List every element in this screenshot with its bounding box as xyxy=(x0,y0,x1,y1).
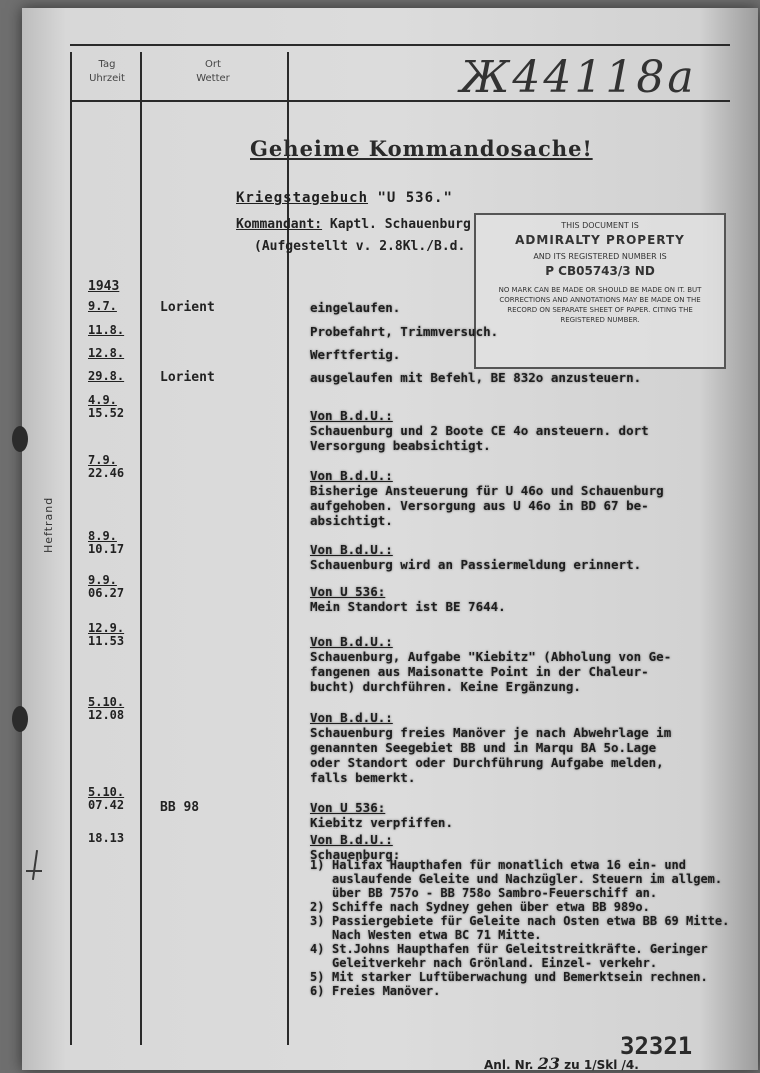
entry-text: Werftfertig. xyxy=(310,347,401,362)
entry-heading: Von B.d.U.: xyxy=(310,832,393,847)
entry-text: Von B.d.U.: Schauenburg, Aufgabe "Kiebitz" (Abholung von Ge- fangenen aus Maisonatte Point in der Chaleur- bucht) durchführen. Keine Ergänzung. xyxy=(310,634,672,694)
page-number: 32321 xyxy=(620,1032,693,1060)
list-item: 4) St.Johns Haupthafen für Geleitstreitkräfte. Geringer Geleitverkehr nach Grönland. Einzel- verkehr. xyxy=(310,942,708,970)
year-label: 1943 xyxy=(88,279,120,294)
list-item: 1) Halifax Haupthafen für monatlich etwa 16 ein- und auslaufende Geleite und Nachzügler. Steuern im allgem. über BB 757o - BB 758o Sambro-Feuerschiff an. xyxy=(310,858,723,900)
commander-line xyxy=(236,217,471,232)
entry-date: 12.8. xyxy=(88,346,125,360)
entry-heading: Von B.d.U.: xyxy=(310,408,393,423)
admiralty-stamp xyxy=(474,213,726,369)
secret-heading: Geheime Kommandosache! xyxy=(250,136,593,161)
entry-date: 11.8. xyxy=(88,323,125,337)
column-header-place: Ort Wetter xyxy=(196,59,230,84)
numbered-instructions xyxy=(310,858,756,998)
entry-heading: Von B.d.U.: xyxy=(310,710,393,725)
entry-text: Von U 536: Mein Standort ist BE 7644. xyxy=(310,584,506,614)
header-top-rule xyxy=(70,44,730,46)
entry-text: Probefahrt, Trimmversuch. xyxy=(310,324,499,339)
stamp-line-5: NO MARK CAN BE MADE OR SHOULD BE MADE ON IT. BUT CORRECTIONS AND ANNOTATIONS MAY BE MADE ON THE RECORD ON SEPARATE SHEET OF PAPER. CITING THE REGISTERED NUMBER. xyxy=(498,286,702,324)
entry-place: BB 98 xyxy=(160,800,200,815)
title-boat: "U 536." xyxy=(377,190,453,206)
entry-date: 7.9. 22.46 xyxy=(88,453,125,480)
entry-text: ausgelaufen mit Befehl, BE 832o anzusteuern. xyxy=(310,370,642,385)
entry-date: 5.10. 12.08 xyxy=(88,695,125,722)
commander-label: Kommandant: xyxy=(236,217,323,232)
entry-text: Von B.d.U.: Schauenburg: xyxy=(310,832,401,862)
binder-hole-bottom xyxy=(12,706,28,732)
stamp-line-4: P CB05743/3 ND xyxy=(545,264,655,278)
entry-text: eingelaufen. xyxy=(310,300,401,315)
document-sheet xyxy=(22,8,758,1073)
document-title xyxy=(236,190,453,206)
entry-heading: Von U 536: xyxy=(310,584,386,599)
entry-heading: Von B.d.U.: xyxy=(310,468,393,483)
binding-margin-label: Heftrand xyxy=(42,496,55,553)
stamp-line-2: ADMIRALTY PROPERTY xyxy=(515,233,685,247)
list-item: 2) Schiffe nach Sydney gehen über etwa BB 989o. xyxy=(310,900,650,914)
entry-text: Von B.d.U.: Schauenburg freies Manöver je nach Abwehrlage im genannten Seegebiet BB und in Marqu BA 5o.Lage oder Standort oder Durchführung Aufgabe melden, falls bemerkt. xyxy=(310,710,672,785)
left-rule xyxy=(70,52,72,1045)
list-item: 6) Freies Manöver. xyxy=(310,984,441,998)
entry-date: 12.9. 11.53 xyxy=(88,621,125,648)
entry-place: Lorient xyxy=(160,300,215,315)
entry-date: 9.9. 06.27 xyxy=(88,573,125,600)
commander-name: Kaptl. Schauenburg xyxy=(329,217,471,232)
entry-date: 5.10. 07.42 xyxy=(88,785,125,812)
entry-date: 9.7. xyxy=(88,299,117,313)
binder-hole-top xyxy=(12,426,28,452)
entry-heading: Von B.d.U.: xyxy=(310,542,393,557)
entry-text: Von B.d.U.: Bisherige Ansteuerung für U 46o und Schauenburg aufgehoben. Versorgung aus U 46o in BD 67 be- absichtigt. xyxy=(310,468,664,528)
annex-ref: zu 1/Skl xyxy=(564,1058,618,1072)
entry-date: 29.8. xyxy=(88,369,125,383)
compiled-line: (Aufgestellt v. 2.8Kl./B.d. xyxy=(254,239,466,254)
list-item: 5) Mit starker Luftüberwachung und Bemerktsein rechnen. xyxy=(310,970,708,984)
entry-text: Von B.d.U.: Schauenburg wird an Passiermeldung erinnert. xyxy=(310,542,642,572)
annex-suffix: /4. xyxy=(621,1058,639,1072)
entry-text: Von U 536: Kiebitz verpfiffen. xyxy=(310,800,453,830)
list-item: 3) Passiergebiete für Geleite nach Osten etwa BB 69 Mitte. Nach Westen etwa BC 71 Mitte. xyxy=(310,914,730,942)
annex-reference xyxy=(484,1054,639,1073)
entry-time: 18.13 xyxy=(88,831,125,845)
stamp-line-3: AND ITS REGISTERED NUMBER IS xyxy=(533,252,667,261)
annex-value: 23 xyxy=(537,1054,560,1073)
entry-heading: Von U 536: xyxy=(310,800,386,815)
entry-heading: Von B.d.U.: xyxy=(310,634,393,649)
title-prefix: Kriegstagebuch xyxy=(236,190,369,206)
archive-number: Ж44118а xyxy=(460,52,697,103)
entry-date: 4.9. 15.52 xyxy=(88,393,125,420)
entry-text: Von B.d.U.: Schauenburg und 2 Boote CE 4o ansteuern. dort Versorgung beabsichtigt. xyxy=(310,408,649,453)
margin-pen-mark xyxy=(32,850,38,880)
entry-date: 8.9. 10.17 xyxy=(88,529,125,556)
column-header-date: Tag Uhrzeit xyxy=(89,59,125,84)
annex-label: Anl. Nr. xyxy=(484,1058,534,1072)
margin-pen-mark xyxy=(26,870,42,872)
entry-place: Lorient xyxy=(160,370,215,385)
stamp-line-1: THIS DOCUMENT IS xyxy=(561,221,639,230)
